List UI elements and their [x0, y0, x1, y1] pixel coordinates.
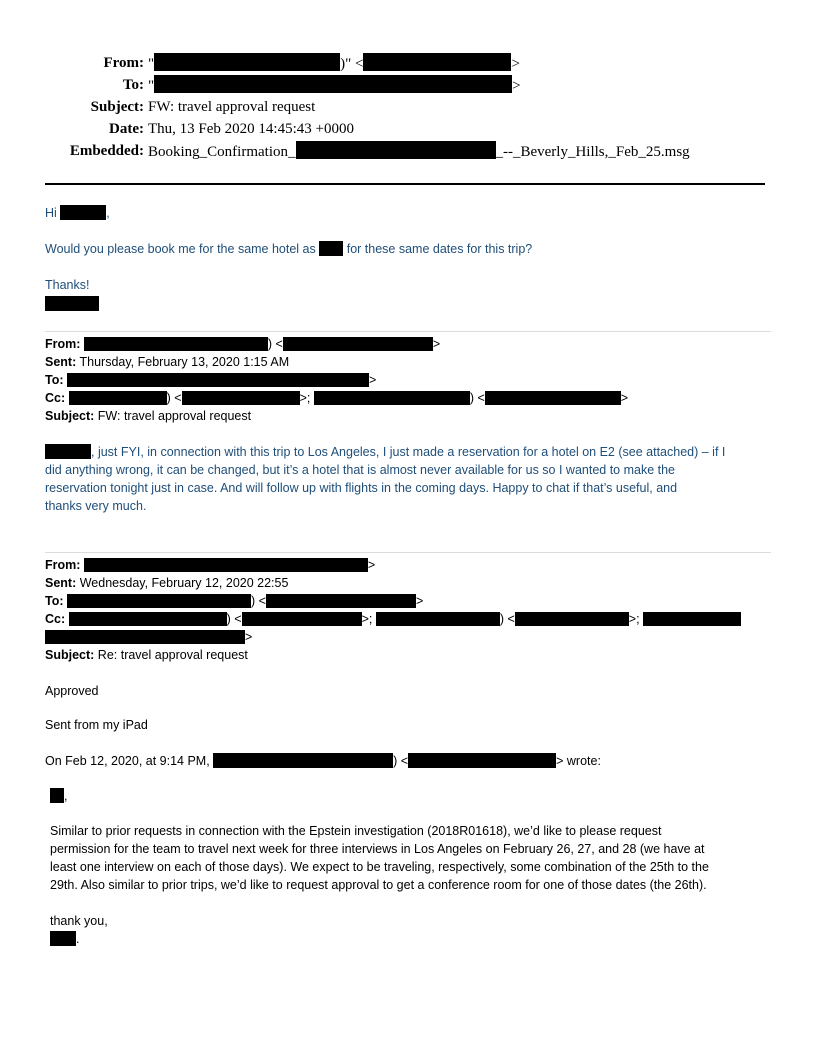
header-to-value: " >	[148, 75, 521, 96]
message4-closing: thank you,	[50, 914, 108, 928]
message1-signature-redaction	[45, 296, 99, 311]
message2-cc-label: Cc:	[45, 391, 66, 405]
message3-cc-label: Cc:	[45, 612, 66, 626]
message4-body-line4: 29th. Also similar to prior trips, we’d like to request approval to get a conference room for one of those dates (the 26th).	[50, 878, 707, 892]
redaction	[408, 753, 556, 768]
message2-body-line4: thanks very much.	[45, 499, 147, 513]
message3-to-label: To:	[45, 594, 64, 608]
message3-wrote: wrote:	[566, 754, 601, 768]
redaction	[643, 612, 741, 626]
message-divider	[45, 552, 771, 553]
header-embedded-value[interactable]	[148, 141, 690, 162]
redaction	[376, 612, 500, 626]
redaction	[213, 753, 393, 768]
message2-body-line2: did anything wrong, it can be changed, but it’s a hotel that is almost never available for us so I wanted to make the	[45, 463, 676, 477]
redaction	[50, 931, 76, 946]
message3-sent-label: Sent:	[45, 576, 77, 590]
header-divider	[45, 183, 765, 185]
header-from-label: From:	[103, 55, 144, 71]
header-date-row	[0, 119, 816, 139]
message2-to-label: To:	[45, 373, 64, 387]
redaction	[296, 141, 496, 159]
message2-body-line3: reservation tonight just in case. And will follow up with flights in the coming days. Happy to chat if that’s useful, and	[45, 481, 678, 495]
redaction	[60, 205, 106, 220]
message1-greeting: Hi	[45, 206, 57, 220]
redaction	[363, 53, 511, 71]
header-date-value: Thu, 13 Feb 2020 14:45:43 +0000	[148, 121, 354, 137]
header-to-row	[0, 75, 816, 95]
message4-body-line1: Similar to prior requests in connection with the Epstein investigation (2018R01618), we’d like to please request	[50, 824, 662, 838]
message2-from-label: From:	[45, 337, 81, 351]
embedded-suffix: _--_Beverly_Hills,_Feb_25.msg	[495, 144, 690, 160]
redaction	[67, 594, 251, 608]
message3-cc-line2: >	[45, 628, 252, 646]
redaction	[266, 594, 416, 608]
message3-from-label: From:	[45, 558, 81, 572]
redaction	[154, 53, 340, 71]
message3-from-line: From: >	[45, 558, 376, 572]
redaction	[67, 373, 369, 387]
message3-approved: Approved	[45, 684, 99, 698]
redaction	[515, 612, 629, 626]
redaction	[485, 391, 621, 405]
header-embedded-row	[0, 141, 816, 161]
message3-signature: Sent from my iPad	[45, 718, 148, 732]
message2-from-line: From: ) < >	[45, 337, 441, 351]
message4-body-line3: least one interview on each of those days). We expect to be traveling, respectively, some combination of the 25th to the	[50, 860, 709, 874]
message-divider	[45, 331, 771, 332]
message2-sent-label: Sent:	[45, 355, 77, 369]
message2-subject-label: Subject:	[45, 409, 95, 423]
header-date-label: Date:	[109, 121, 144, 137]
message1-thanks: Thanks!	[45, 278, 90, 292]
redaction	[154, 75, 512, 93]
header-from-row	[0, 53, 816, 73]
message2-sent: Thursday, February 13, 2020 1:15 AM	[79, 355, 290, 369]
message1-greeting-line: Hi ,	[45, 206, 110, 220]
header-subject-row	[0, 97, 816, 117]
message3-cc-line: Cc: ) < >; ) < >;	[45, 610, 741, 628]
embedded-prefix: Booking_Confirmation_	[148, 144, 296, 160]
message2-sent-line	[45, 353, 289, 371]
message3-quote-intro-line: On Feb 12, 2020, at 9:14 PM, ) < > wrote:	[45, 754, 601, 768]
redaction	[50, 788, 64, 803]
message4-signature-line: .	[50, 930, 79, 948]
redaction	[242, 612, 362, 626]
message3-to-line: To: ) < >	[45, 594, 424, 608]
message1-body	[45, 240, 532, 258]
redaction	[283, 337, 433, 351]
message3-quote-intro: On Feb 12, 2020, at 9:14 PM,	[45, 754, 210, 768]
redaction	[84, 558, 368, 572]
message1-body-part2: for these same dates for this trip?	[346, 242, 533, 256]
message4-greeting-line: ,	[50, 787, 67, 805]
redaction	[314, 391, 470, 405]
redaction	[319, 241, 343, 256]
message1-body-part1: Would you please book me for the same hotel as	[45, 242, 316, 256]
message2-body-line1	[45, 443, 725, 461]
message2-to-line: To: >	[45, 373, 377, 387]
message3-sent-line	[45, 574, 288, 592]
header-from-value: " )" < >	[148, 53, 520, 74]
message3-sent: Wednesday, February 12, 2020 22:55	[79, 576, 289, 590]
header-embedded-label: Embedded:	[69, 143, 144, 159]
redaction	[69, 612, 227, 626]
message3-subject-line	[45, 646, 248, 664]
redaction	[69, 391, 167, 405]
redaction	[182, 391, 300, 405]
header-subject-label: Subject:	[90, 99, 144, 115]
message2-subject: FW: travel approval request	[97, 409, 252, 423]
message2-body-text1: , just FYI, in connection with this trip to Los Angeles, I just made a reservation for a hotel on E2 (see attached) – if I	[91, 445, 726, 459]
redaction	[45, 444, 91, 459]
redaction	[45, 630, 245, 644]
message4-body-line2: permission for the team to travel next week for three interviews in Los Angeles on February 26, 27, and 28 (we have at	[50, 842, 705, 856]
header-subject-value: FW: travel approval request	[148, 99, 316, 115]
message2-subject-line	[45, 407, 251, 425]
message3-subject-label: Subject:	[45, 648, 95, 662]
message3-subject: Re: travel approval request	[97, 648, 248, 662]
message2-cc-line: Cc: ) < >; ) < >	[45, 391, 629, 405]
redaction	[84, 337, 268, 351]
header-to-label: To:	[122, 77, 144, 93]
